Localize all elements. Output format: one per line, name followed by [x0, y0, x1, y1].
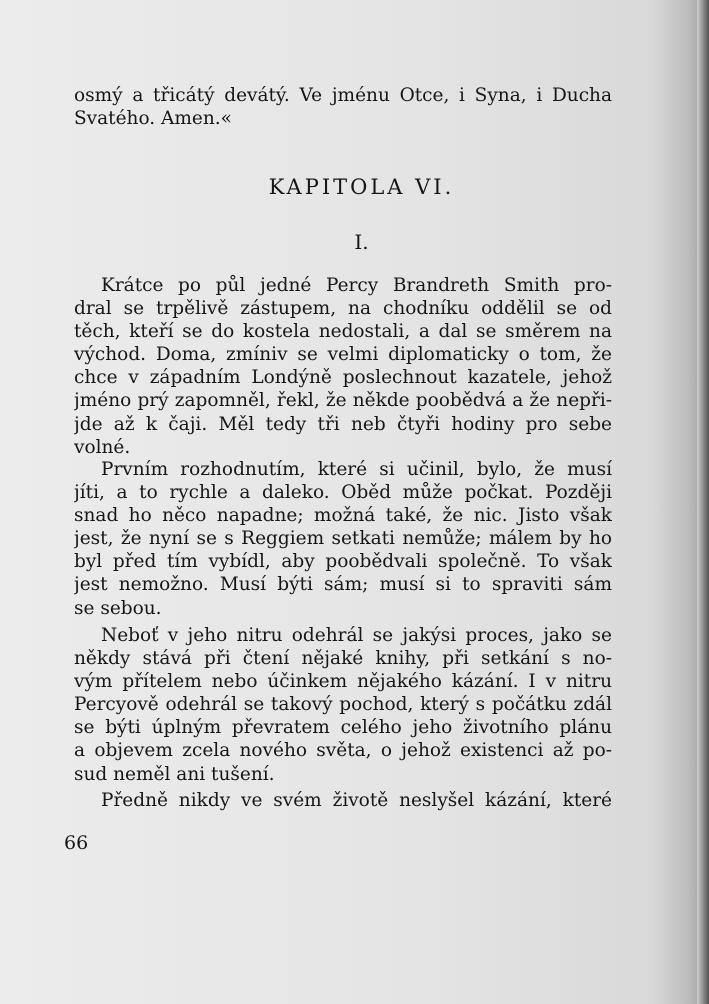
- paragraph-1: [74, 274, 612, 459]
- text-line: vým přítelem nebo účinkem nějakého kázání. I v nitru: [74, 671, 612, 693]
- text-line: Svatého. Amen.«: [74, 108, 232, 130]
- paragraph-2: [74, 458, 612, 620]
- text-line: Prvním rozhodnutím, které si učinil, bylo, že musí: [101, 459, 612, 480]
- text-line: se býti úplným převratem celého jeho životního plánu: [74, 717, 612, 739]
- text-line: východ. Doma, zmíniv se velmi diplomaticky o tom, že: [74, 344, 612, 366]
- text-line: osmý a třicátý devátý. Ve jménu Otce, i Syna, i Ducha: [74, 85, 612, 106]
- text-line: těch, kteří se do kostela nedostali, a dal se směrem na: [74, 321, 612, 343]
- text-line: Neboť v jeho nitru odehrál se jakýsi proces, jako se: [101, 625, 612, 646]
- text-line: jest, že nyní se s Reggiem setkati nemůže; málem by ho: [74, 528, 612, 550]
- text-line: někdy stává při čtení nějaké knihy, při setkání s no-: [74, 648, 612, 670]
- text-line: dral se trpělivě zástupem, na chodníku oddělil se od: [74, 298, 612, 320]
- text-line: snad ho něco napadne; možná také, že nic. Jisto však: [74, 505, 612, 527]
- text-line: volné.: [74, 436, 131, 458]
- opening-text: [74, 84, 612, 130]
- text-line: chce v západním Londýně poslechnout kazatele, jehož: [74, 367, 612, 389]
- text-line: a objevem zcela nového světa, o jehož existenci až po-: [74, 740, 612, 762]
- text-line: sud neměl ani tušení.: [74, 763, 275, 785]
- text-line: byl před tím vybídl, aby poobědvali společně. To však: [74, 551, 612, 573]
- page-number: 66: [64, 832, 89, 854]
- chapter-title: KAPITOLA VI.: [268, 175, 455, 199]
- section-title: I.: [354, 230, 369, 254]
- paragraph-3: [74, 624, 612, 786]
- page-edge-shadow: [697, 0, 709, 1004]
- text-line: jméno prý zapomněl, řekl, že někde poobědvá a že nepři-: [74, 390, 612, 412]
- text-line: jíti, a to rychle a daleko. Oběd může počkat. Později: [74, 482, 612, 504]
- text-line: jde až k čaji. Měl tedy tři neb čtyři hodiny pro sebe: [74, 413, 612, 435]
- text-line: Krátce po půl jedné Percy Brandreth Smith pro-: [101, 275, 612, 296]
- paragraph-4: [74, 789, 612, 812]
- text-line: Předně nikdy ve svém životě neslyšel kázání, které: [101, 790, 612, 811]
- text-line: jest nemožno. Musí býti sám; musí si to spraviti sám: [74, 574, 612, 596]
- text-line: Percyově odehrál se takový pochod, který s počátku zdál: [74, 694, 612, 716]
- text-line: se sebou.: [74, 597, 162, 619]
